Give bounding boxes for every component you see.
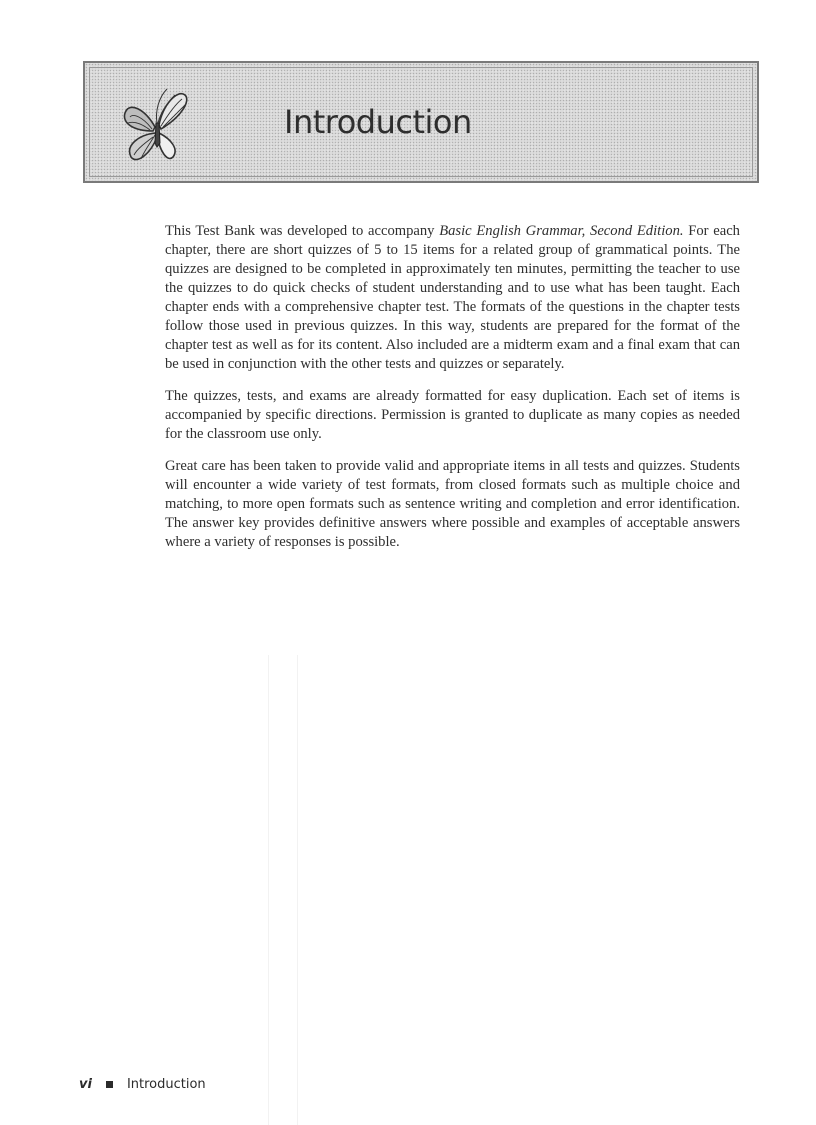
- footer-section-name: Introduction: [126, 1077, 206, 1092]
- paragraph-test-formats: Great care has been taken to provide valid and appropriate items in all tests and quizzes. Students will encounter a wide variety of test formats, from closed formats such as multiple choice and matching, to more open formats such as sentence writing and completion and error identification. The answer key provides definitive answers where possible and examples of acceptable answers where a variety of responses is possible.: [165, 458, 740, 550]
- page-title: Introduction: [284, 103, 472, 141]
- paragraph-duplication: The quizzes, tests, and exams are already formatted for easy duplication. Each set of items is accompanied by specific directions. Permission is granted to duplicate as many copies as needed for the classroom use only.: [165, 388, 740, 442]
- square-bullet-icon: [106, 1081, 113, 1088]
- butterfly-icon: [119, 83, 193, 167]
- scan-fold-mark: [268, 655, 298, 1125]
- book-title: Basic English Grammar, Second Edition.: [439, 223, 684, 239]
- page-number: vi: [79, 1077, 92, 1092]
- introduction-body: [165, 222, 740, 565]
- paragraph-overview: [165, 222, 740, 374]
- paragraph-overview-rest: For each chapter, there are short quizzes of 5 to 15 items for a related group of grammatical points. The quizzes are designed to be completed in approximately ten minutes, permitting the teacher to use the quizzes to do quick checks of student understanding and to use what has been taught. Each chapter ends with a comprehensive chapter test. The formats of the questions in the chapter tests follow those used in previous quizzes. In this way, students are prepared for the format of the chapter test as well as for its content. Also included are a midterm exam and a final exam that can be used in conjunction with the other tests and quizzes or separately.: [165, 223, 740, 372]
- paragraph-overview-lead: This Test Bank was developed to accompany: [165, 223, 440, 239]
- chapter-banner: [83, 61, 759, 183]
- page-footer: [79, 1077, 206, 1092]
